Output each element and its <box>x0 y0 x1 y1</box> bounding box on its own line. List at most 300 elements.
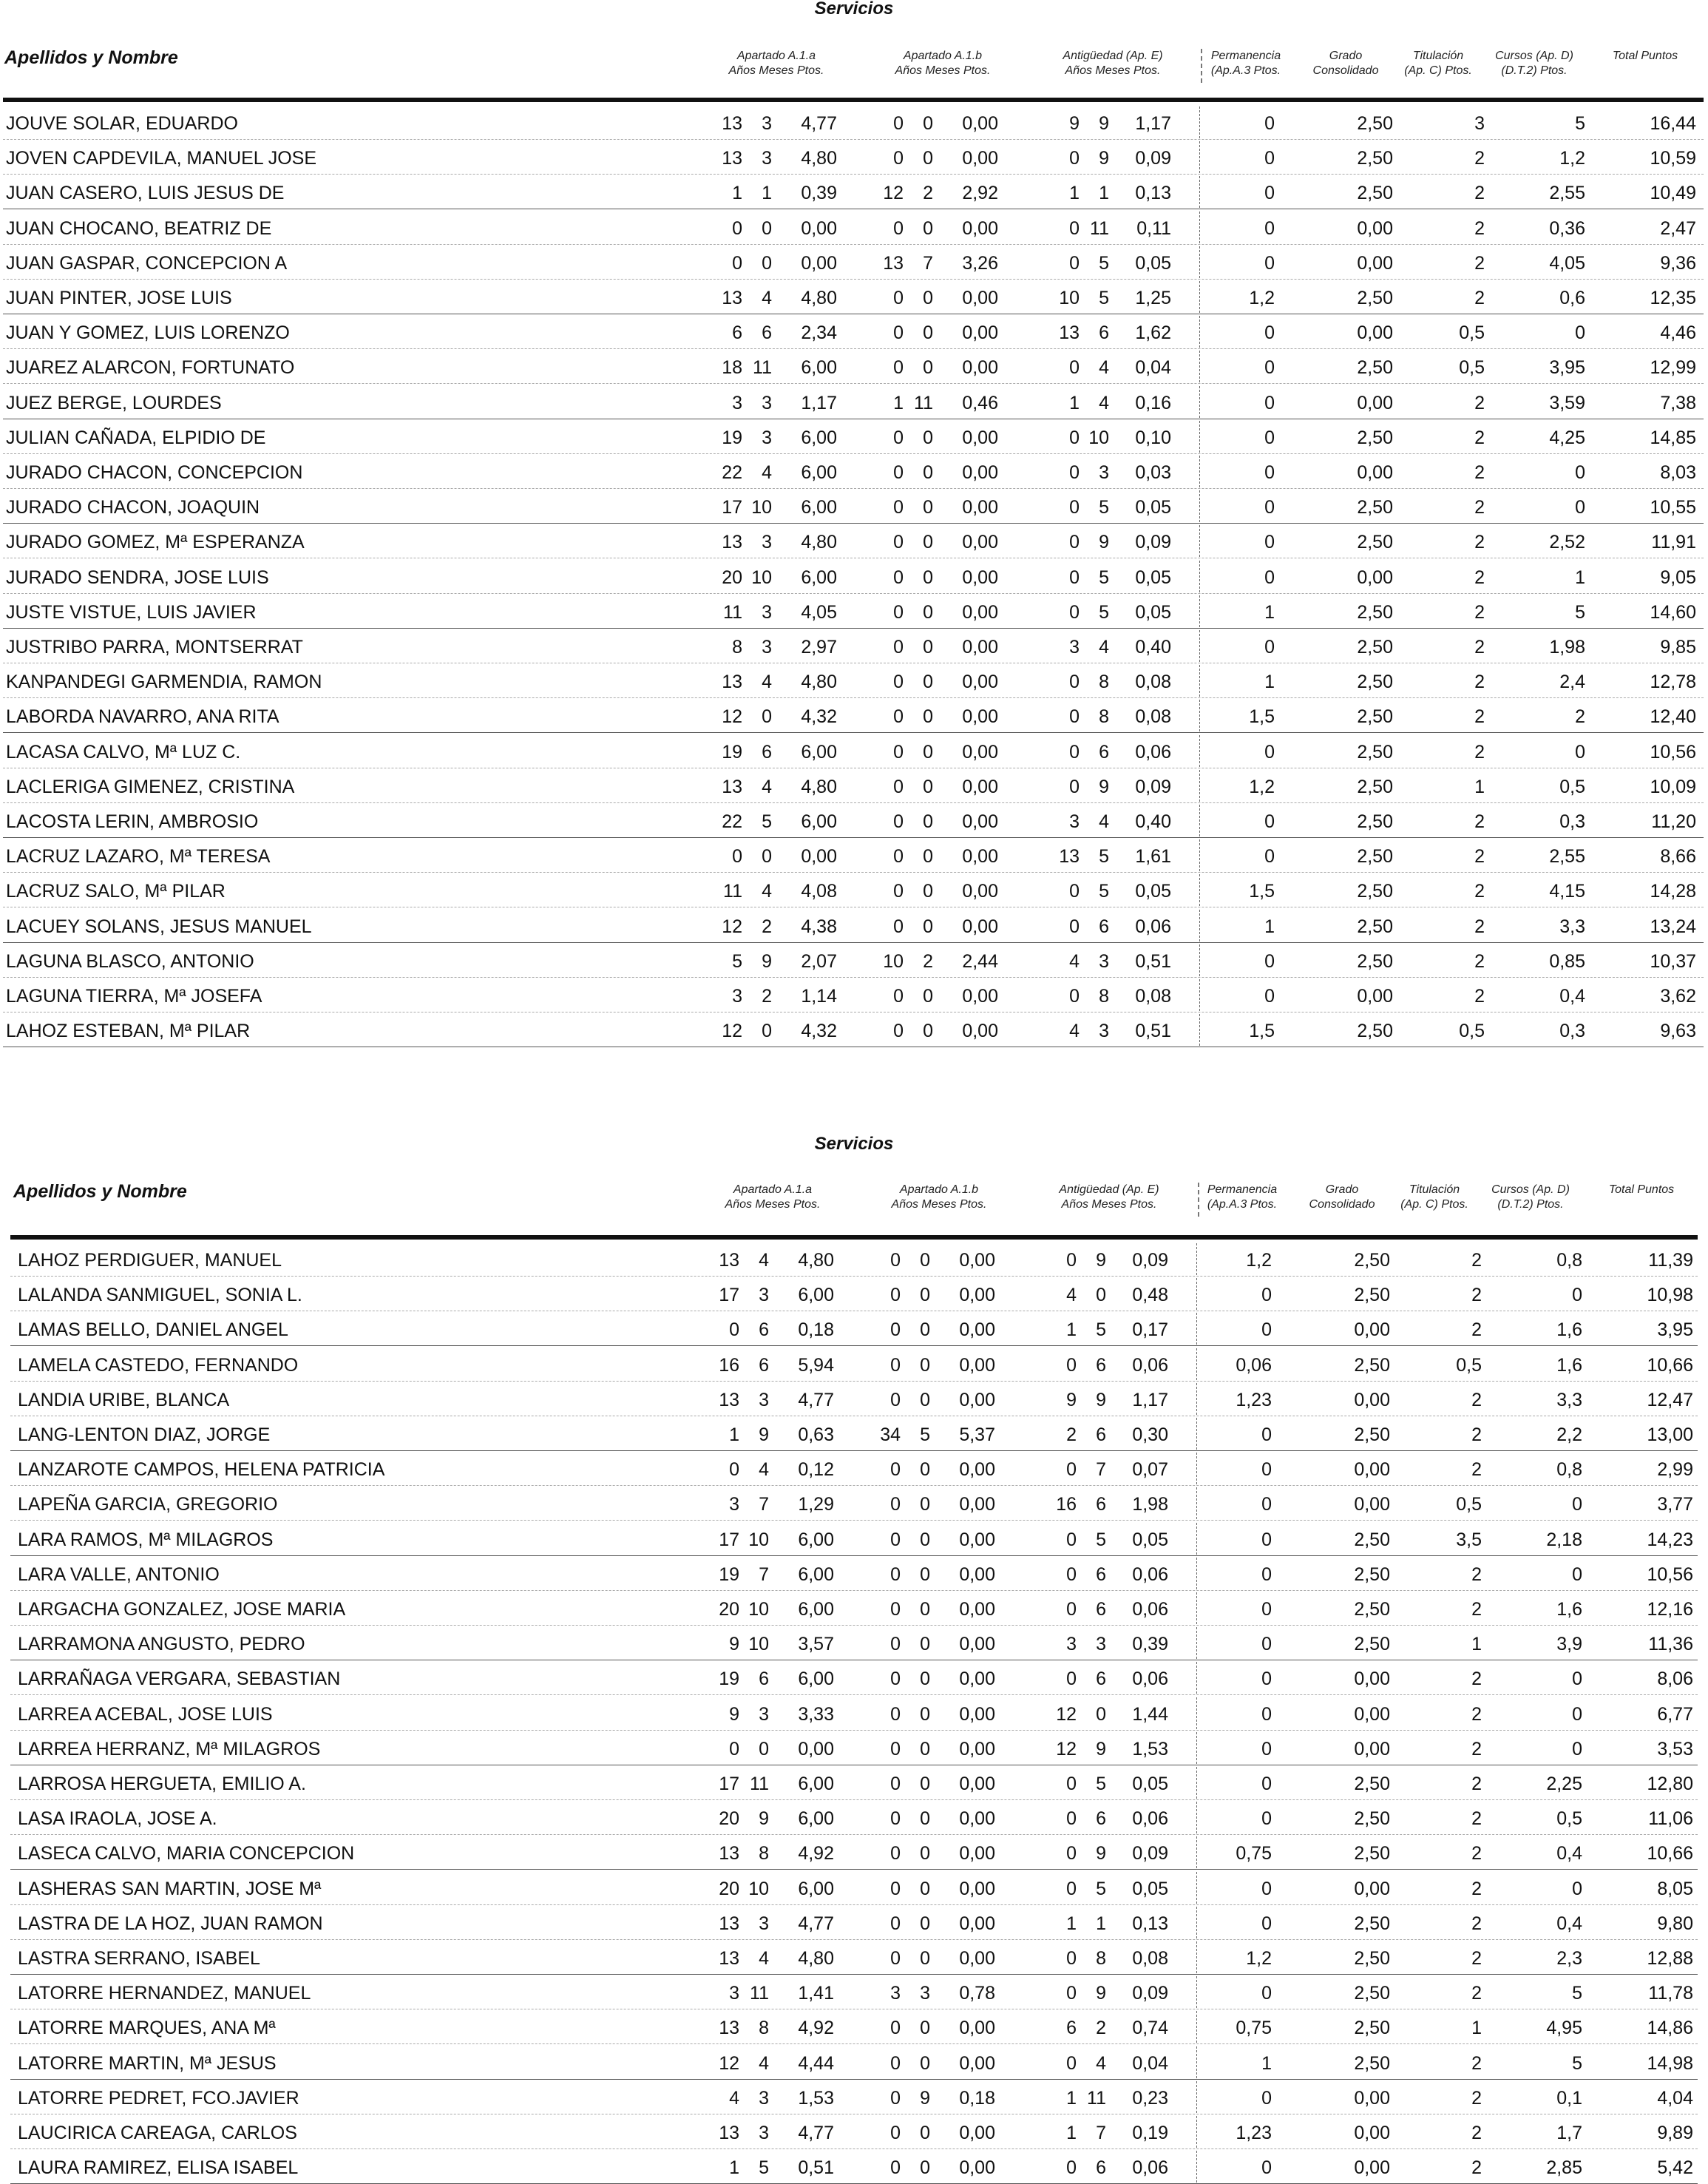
cell-cursos: 0,36 <box>1549 217 1585 239</box>
cell-a1b-years: 0 <box>893 497 904 518</box>
cell-grado: 2,50 <box>1357 776 1393 797</box>
cell-titulacion: 2 <box>1471 1843 1482 1864</box>
cell-grado: 2,50 <box>1357 427 1393 448</box>
cell-a1a-years: 5 <box>732 950 742 972</box>
cell-antig-points: 0,51 <box>1135 950 1171 972</box>
cell-titulacion: 0,5 <box>1456 1354 1482 1376</box>
cell-cursos: 2,85 <box>1546 2157 1582 2179</box>
cell-antig-years: 0 <box>1069 148 1080 169</box>
cell-titulacion: 2 <box>1474 183 1485 204</box>
cell-a1a-months: 8 <box>759 1843 769 1864</box>
cell-cursos: 0,5 <box>1559 776 1585 797</box>
cell-a1b-points: 0,00 <box>962 672 998 693</box>
cell-antig-points: 0,05 <box>1135 567 1171 588</box>
cell-antig-months: 4 <box>1099 637 1109 657</box>
header-titulacion-line2: (Ap. C) Ptos. <box>1400 1198 1468 1211</box>
cell-antig-points: 0,74 <box>1132 2018 1168 2039</box>
cell-titulacion: 2 <box>1474 846 1485 868</box>
cell-a1a-points: 3,33 <box>798 1703 834 1725</box>
cell-antig-months: 10 <box>1088 427 1109 448</box>
cell-grado: 2,50 <box>1357 497 1393 518</box>
cell-total: 3,95 <box>1657 1319 1693 1341</box>
cell-antig-points: 0,08 <box>1135 672 1171 693</box>
cell-cursos: 4,15 <box>1549 881 1585 902</box>
cell-antig-years: 0 <box>1069 532 1080 553</box>
cell-a1a-months: 3 <box>762 148 772 169</box>
cell-antig-points: 0,09 <box>1135 148 1171 169</box>
cell-antig-months: 5 <box>1099 288 1109 308</box>
cell-antig-years: 0 <box>1066 1354 1077 1376</box>
cell-antig-months: 6 <box>1096 1808 1106 1830</box>
table-row <box>10 2080 1698 2114</box>
cell-antig-points: 1,62 <box>1135 322 1171 344</box>
cell-grado: 2,50 <box>1357 637 1393 657</box>
cell-permanencia: 0 <box>1264 811 1275 832</box>
cell-a1a-months: 0 <box>762 846 772 868</box>
cell-antig-months: 4 <box>1099 811 1109 832</box>
cell-a1b-points: 0,00 <box>959 1459 995 1481</box>
cell-name: LAGUNA TIERRA, Mª JOSEFA <box>6 986 262 1007</box>
cell-a1a-months: 0 <box>762 217 772 239</box>
table-header <box>0 1163 1708 1215</box>
cell-a1a-years: 19 <box>722 427 742 448</box>
cell-antig-points: 0,16 <box>1135 392 1171 413</box>
cell-name: LACUEY SOLANS, JESUS MANUEL <box>6 916 312 937</box>
cell-a1a-months: 6 <box>762 322 772 344</box>
cell-a1a-years: 0 <box>732 252 742 274</box>
cell-antig-points: 0,11 <box>1136 217 1171 239</box>
cell-antig-points: 0,06 <box>1135 916 1171 937</box>
cell-cursos: 0,4 <box>1556 1913 1582 1934</box>
cell-a1b-points: 0,00 <box>959 2123 995 2143</box>
cell-a1b-years: 0 <box>893 322 904 344</box>
cell-titulacion: 2 <box>1474 567 1485 588</box>
cell-grado: 0,00 <box>1357 322 1393 344</box>
cell-a1a-points: 1,14 <box>801 986 837 1007</box>
table-section-2 <box>0 1134 1708 2179</box>
cell-grado: 2,50 <box>1357 1021 1393 1042</box>
column-divider <box>1196 1592 1197 1624</box>
column-divider <box>1199 525 1200 557</box>
cell-a1a-months: 10 <box>751 497 772 518</box>
header-grado-line2: Consolidado <box>1312 64 1379 77</box>
cell-antig-points: 0,19 <box>1132 2123 1168 2143</box>
cell-antig-points: 0,06 <box>1132 1808 1168 1830</box>
cell-grado: 0,00 <box>1354 2123 1390 2143</box>
cell-permanencia: 1,2 <box>1246 1250 1272 1271</box>
cell-cursos: 2,52 <box>1549 532 1585 553</box>
cell-a1b-points: 0,00 <box>962 357 998 379</box>
cell-antig-years: 1 <box>1066 1913 1077 1934</box>
cell-titulacion: 2 <box>1474 288 1485 308</box>
cell-antig-years: 0 <box>1069 916 1080 937</box>
cell-titulacion: 2 <box>1474 881 1485 902</box>
cell-a1a-years: 13 <box>722 672 742 693</box>
cell-a1a-years: 13 <box>722 288 742 308</box>
cell-a1a-months: 3 <box>759 1285 769 1306</box>
cell-name: JURADO CHACON, JOAQUIN <box>6 497 260 518</box>
cell-permanencia: 0 <box>1264 846 1275 868</box>
cell-a1b-months: 11 <box>914 392 933 413</box>
cell-cursos: 1 <box>1575 567 1585 588</box>
table-row <box>3 594 1704 629</box>
cell-a1a-years: 1 <box>732 183 742 204</box>
cell-a1b-years: 0 <box>890 1529 901 1550</box>
cell-a1a-points: 4,32 <box>801 1021 837 1042</box>
cell-a1a-points: 4,80 <box>798 1948 834 1969</box>
cell-antig-years: 12 <box>1056 1703 1077 1725</box>
cell-a1a-months: 4 <box>759 1948 769 1969</box>
table-row <box>3 803 1704 838</box>
cell-a1a-months: 0 <box>762 252 772 274</box>
cell-antig-points: 0,05 <box>1135 252 1171 274</box>
cell-name: JOUVE SOLAR, EDUARDO <box>6 113 238 134</box>
cell-permanencia: 0,75 <box>1236 2018 1272 2039</box>
cell-antig-years: 3 <box>1069 811 1080 832</box>
cell-antig-points: 1,25 <box>1135 288 1171 308</box>
header-a1b-line2: Años Meses Ptos. <box>891 1198 987 1211</box>
cell-cursos: 0,4 <box>1556 1843 1582 1864</box>
cell-a1a-months: 4 <box>762 672 772 693</box>
cell-grado: 2,50 <box>1357 811 1393 832</box>
cell-titulacion: 2 <box>1471 1319 1482 1341</box>
cell-a1a-years: 3 <box>729 1494 739 1515</box>
cell-antig-points: 0,09 <box>1132 1983 1168 2004</box>
cell-a1b-years: 10 <box>883 950 904 972</box>
cell-antig-years: 16 <box>1056 1494 1077 1515</box>
cell-cursos: 0,1 <box>1556 2087 1582 2109</box>
cell-a1b-months: 0 <box>923 881 933 902</box>
cell-a1a-years: 13 <box>719 1250 739 1271</box>
cell-a1b-points: 0,18 <box>959 2087 995 2109</box>
cell-titulacion: 2 <box>1474 916 1485 937</box>
cell-antig-years: 9 <box>1069 113 1080 134</box>
cell-a1a-years: 9 <box>729 1703 739 1725</box>
cell-a1b-years: 0 <box>893 637 904 657</box>
table-row <box>10 1626 1698 1660</box>
cell-antig-years: 0 <box>1066 2157 1077 2179</box>
table-row <box>3 280 1704 314</box>
cell-a1a-months: 11 <box>750 1983 769 2004</box>
cell-antig-years: 0 <box>1066 1843 1077 1864</box>
cell-antig-months: 5 <box>1099 601 1109 623</box>
cell-a1a-months: 0 <box>759 1738 769 1759</box>
cell-total: 14,85 <box>1650 427 1696 448</box>
cell-grado: 0,00 <box>1354 1389 1390 1410</box>
cell-antig-years: 0 <box>1066 1878 1077 1899</box>
cell-a1a-points: 4,77 <box>798 1913 834 1934</box>
cell-titulacion: 2 <box>1474 637 1485 657</box>
cell-cursos: 2,55 <box>1549 183 1585 204</box>
cell-a1a-months: 6 <box>759 1669 769 1690</box>
cell-titulacion: 2 <box>1474 706 1485 728</box>
cell-a1a-years: 22 <box>722 811 742 832</box>
cell-a1b-months: 0 <box>923 706 933 728</box>
cell-antig-years: 1 <box>1066 2123 1077 2143</box>
cell-titulacion: 2 <box>1474 601 1485 623</box>
cell-grado: 0,00 <box>1357 217 1393 239</box>
header-antiguedad-line2: Años Meses Ptos. <box>1061 1198 1157 1211</box>
cell-a1b-months: 2 <box>923 183 933 204</box>
cell-a1b-points: 0,00 <box>962 567 998 588</box>
cell-a1a-years: 19 <box>719 1563 739 1585</box>
cell-titulacion: 2 <box>1474 986 1485 1007</box>
cell-a1b-months: 0 <box>923 637 933 657</box>
cell-a1b-points: 0,00 <box>959 1878 995 1899</box>
header-name: Apellidos y Nombre <box>13 1181 187 1202</box>
header-titulacion-line2: (Ap. C) Ptos. <box>1404 64 1472 77</box>
header-cursos-line2: (D.T.2) Ptos. <box>1501 64 1568 77</box>
cell-a1b-years: 0 <box>893 672 904 693</box>
cell-total: 6,77 <box>1657 1703 1693 1725</box>
cell-a1a-years: 13 <box>719 1843 739 1864</box>
cell-name: LATORRE PEDRET, FCO.JAVIER <box>18 2087 299 2109</box>
cell-titulacion: 2 <box>1471 2157 1482 2179</box>
cell-a1b-years: 0 <box>893 986 904 1007</box>
cell-a1a-months: 3 <box>762 113 772 134</box>
cell-a1a-years: 12 <box>722 916 742 937</box>
cell-total: 10,56 <box>1650 741 1696 763</box>
cell-a1b-months: 0 <box>923 532 933 553</box>
header-antiguedad-line1: Antigüedad (Ap. E) <box>1059 1183 1159 1196</box>
cell-a1b-points: 0,00 <box>959 1913 995 1934</box>
table-header <box>0 28 1708 80</box>
cell-total: 8,66 <box>1660 846 1696 868</box>
cell-a1b-points: 0,00 <box>959 1250 995 1271</box>
cell-name: JUEZ BERGE, LOURDES <box>6 392 222 413</box>
header-titulacion-line1: Titulación <box>1409 1183 1460 1196</box>
cell-titulacion: 0,5 <box>1459 357 1485 379</box>
cell-a1b-years: 0 <box>890 1738 901 1759</box>
cell-antig-points: 0,07 <box>1132 1459 1168 1481</box>
cell-a1b-months: 0 <box>920 1599 930 1620</box>
cell-name: LATORRE HERNANDEZ, MANUEL <box>18 1983 311 2004</box>
cell-antig-years: 1 <box>1066 2087 1077 2109</box>
cell-name: LAMELA CASTEDO, FERNANDO <box>18 1354 299 1376</box>
cell-titulacion: 2 <box>1471 1459 1482 1481</box>
cell-grado: 0,00 <box>1357 567 1393 588</box>
cell-a1a-months: 7 <box>759 1563 769 1585</box>
cell-name: LASHERAS SAN MARTIN, JOSE Mª <box>18 1878 322 1899</box>
cell-titulacion: 3,5 <box>1456 1529 1482 1550</box>
cell-a1b-points: 0,00 <box>959 1634 995 1655</box>
cell-antig-points: 0,06 <box>1132 1563 1168 1585</box>
cell-titulacion: 2 <box>1474 532 1485 553</box>
cell-titulacion: 2 <box>1471 1563 1482 1585</box>
cell-antig-points: 0,06 <box>1132 1599 1168 1620</box>
cell-a1b-months: 0 <box>923 776 933 797</box>
column-divider <box>1199 456 1200 487</box>
cell-antig-years: 0 <box>1069 776 1080 797</box>
cell-antig-years: 10 <box>1059 288 1080 308</box>
cell-a1b-points: 0,00 <box>959 1389 995 1410</box>
column-divider <box>1196 1836 1197 1868</box>
cell-permanencia: 0 <box>1261 1983 1272 2004</box>
cell-a1a-points: 4,77 <box>798 1389 834 1410</box>
cell-a1b-months: 0 <box>923 741 933 763</box>
table-row <box>3 768 1704 803</box>
cell-a1a-years: 3 <box>729 1983 739 2004</box>
cell-cursos: 0,85 <box>1549 950 1585 972</box>
cell-a1b-months: 0 <box>923 846 933 868</box>
cell-antig-years: 0 <box>1069 601 1080 623</box>
cell-a1a-points: 4,92 <box>798 2018 834 2039</box>
cell-a1b-years: 0 <box>893 148 904 169</box>
cell-name: LARREA HERRANZ, Mª MILAGROS <box>18 1738 321 1759</box>
cell-a1b-years: 0 <box>893 532 904 553</box>
cell-permanencia: 0 <box>1261 1529 1272 1550</box>
column-divider <box>1199 316 1200 348</box>
cell-cursos: 2,18 <box>1546 1529 1582 1550</box>
cell-a1a-months: 2 <box>762 986 772 1007</box>
cell-a1b-years: 0 <box>890 1599 901 1620</box>
cell-permanencia: 0 <box>1261 1563 1272 1585</box>
cell-total: 9,85 <box>1660 637 1696 657</box>
cell-a1a-points: 4,80 <box>801 532 837 553</box>
table-row <box>3 734 1704 768</box>
header-cursos <box>1479 49 1590 78</box>
header-titulacion-line1: Titulación <box>1412 50 1464 62</box>
table-row <box>10 1486 1698 1521</box>
cell-a1a-points: 4,32 <box>801 706 837 728</box>
cell-antig-years: 0 <box>1066 1529 1077 1550</box>
cell-a1b-years: 0 <box>893 462 904 483</box>
cell-a1b-months: 0 <box>920 2052 930 2074</box>
cell-name: LAURA RAMIREZ, ELISA ISABEL <box>18 2157 299 2179</box>
cell-a1b-months: 2 <box>923 950 933 972</box>
cell-a1b-points: 2,44 <box>962 950 998 972</box>
column-divider <box>1196 2046 1197 2078</box>
column-divider <box>1199 561 1200 592</box>
cell-name: LAUCIRICA CAREAGA, CARLOS <box>18 2123 297 2143</box>
cell-total: 11,91 <box>1651 532 1696 553</box>
cell-a1a-months: 3 <box>759 1703 769 1725</box>
cell-antig-months: 6 <box>1096 1669 1106 1690</box>
cell-name: JULIAN CAÑADA, ELPIDIO DE <box>6 427 266 448</box>
cell-antig-points: 0,03 <box>1135 462 1171 483</box>
cell-titulacion: 2 <box>1471 1774 1482 1794</box>
table-row <box>10 1975 1698 2009</box>
cell-a1a-points: 4,80 <box>798 1250 834 1271</box>
cell-a1a-months: 9 <box>759 1808 769 1830</box>
cell-a1b-points: 0,00 <box>962 706 998 728</box>
cell-titulacion: 2 <box>1471 2123 1482 2143</box>
cell-cursos: 0,6 <box>1559 288 1585 308</box>
cell-permanencia: 0 <box>1261 1424 1272 1445</box>
cell-a1a-points: 6,00 <box>798 1285 834 1306</box>
cell-antig-years: 1 <box>1069 392 1080 413</box>
table-row <box>3 175 1704 209</box>
cell-a1b-points: 0,46 <box>962 392 998 413</box>
cell-antig-months: 6 <box>1096 1599 1106 1620</box>
cell-a1a-points: 0,00 <box>798 1738 834 1759</box>
table-row <box>10 1556 1698 1591</box>
cell-grado: 2,50 <box>1357 148 1393 169</box>
cell-a1b-months: 0 <box>920 1563 930 1585</box>
cell-permanencia: 1 <box>1261 2052 1272 2074</box>
cell-a1a-months: 10 <box>748 1529 769 1550</box>
cell-cursos: 0 <box>1575 741 1585 763</box>
cell-grado: 0,00 <box>1354 2157 1390 2179</box>
column-divider <box>1199 281 1200 313</box>
cell-a1a-points: 2,34 <box>801 322 837 344</box>
cell-name: JURADO CHACON, CONCEPCION <box>6 462 303 483</box>
cell-grado: 2,50 <box>1357 741 1393 763</box>
cell-a1b-points: 0,00 <box>959 1354 995 1376</box>
cell-grado: 0,00 <box>1354 1494 1390 1515</box>
table-row <box>10 1731 1698 1765</box>
column-divider <box>1196 2011 1197 2043</box>
cell-antig-points: 0,09 <box>1132 1843 1168 1864</box>
cell-a1b-years: 34 <box>880 1424 901 1445</box>
column-divider <box>1199 839 1200 871</box>
cell-permanencia: 1,5 <box>1249 1021 1275 1042</box>
table-row <box>3 385 1704 419</box>
cell-titulacion: 2 <box>1471 1703 1482 1725</box>
cell-grado: 2,50 <box>1357 672 1393 693</box>
cell-a1b-years: 0 <box>890 1250 901 1271</box>
cell-antig-years: 0 <box>1066 1983 1077 2004</box>
cell-name: LATORRE MARQUES, ANA Mª <box>18 2018 276 2039</box>
cell-a1a-points: 0,39 <box>801 183 837 204</box>
cell-a1b-years: 0 <box>890 2123 901 2143</box>
cell-antig-months: 0 <box>1096 1285 1106 1306</box>
cell-grado: 2,50 <box>1357 846 1393 868</box>
cell-a1a-years: 9 <box>729 1634 739 1655</box>
cell-total: 13,00 <box>1647 1424 1693 1445</box>
cell-antig-years: 0 <box>1066 1669 1077 1690</box>
cell-antig-months: 11 <box>1090 217 1109 239</box>
table-row <box>3 489 1704 524</box>
cell-antig-months: 1 <box>1099 183 1109 204</box>
cell-a1b-months: 0 <box>920 1948 930 1969</box>
cell-antig-months: 6 <box>1096 2157 1106 2179</box>
cell-a1a-points: 0,18 <box>798 1319 834 1341</box>
cell-name: LAHOZ PERDIGUER, MANUEL <box>18 1250 282 1271</box>
cell-a1b-years: 0 <box>893 427 904 448</box>
cell-a1b-years: 0 <box>890 1843 901 1864</box>
cell-antig-years: 0 <box>1066 1459 1077 1481</box>
cell-a1a-points: 4,77 <box>801 113 837 134</box>
cell-a1b-years: 0 <box>890 2157 901 2179</box>
cell-permanencia: 0 <box>1261 1878 1272 1899</box>
cell-name: LACRUZ SALO, Mª PILAR <box>6 881 226 902</box>
cell-a1b-years: 0 <box>890 1563 901 1585</box>
header-total <box>1586 1183 1697 1197</box>
cell-grado: 2,50 <box>1354 1913 1390 1934</box>
cell-antig-points: 0,10 <box>1135 427 1171 448</box>
cell-antig-years: 0 <box>1069 741 1080 763</box>
cell-total: 9,89 <box>1657 2123 1693 2143</box>
cell-cursos: 0,3 <box>1559 1021 1585 1042</box>
cell-antig-points: 0,06 <box>1132 2157 1168 2179</box>
cell-antig-months: 5 <box>1096 1774 1106 1794</box>
cell-antig-years: 0 <box>1066 1774 1077 1794</box>
cell-a1b-months: 9 <box>920 2087 930 2109</box>
cell-antig-points: 1,17 <box>1135 113 1171 134</box>
cell-a1b-years: 0 <box>893 741 904 763</box>
column-divider <box>1199 874 1200 906</box>
cell-a1a-years: 13 <box>719 2018 739 2039</box>
cell-a1b-years: 0 <box>893 776 904 797</box>
cell-cursos: 0,3 <box>1559 811 1585 832</box>
cell-cursos: 2,2 <box>1556 1424 1582 1445</box>
cell-total: 7,38 <box>1660 392 1696 413</box>
cell-a1b-years: 0 <box>893 916 904 937</box>
table-row <box>10 2149 1698 2184</box>
cell-antig-points: 0,13 <box>1132 1913 1168 1934</box>
cell-a1b-years: 0 <box>893 846 904 868</box>
